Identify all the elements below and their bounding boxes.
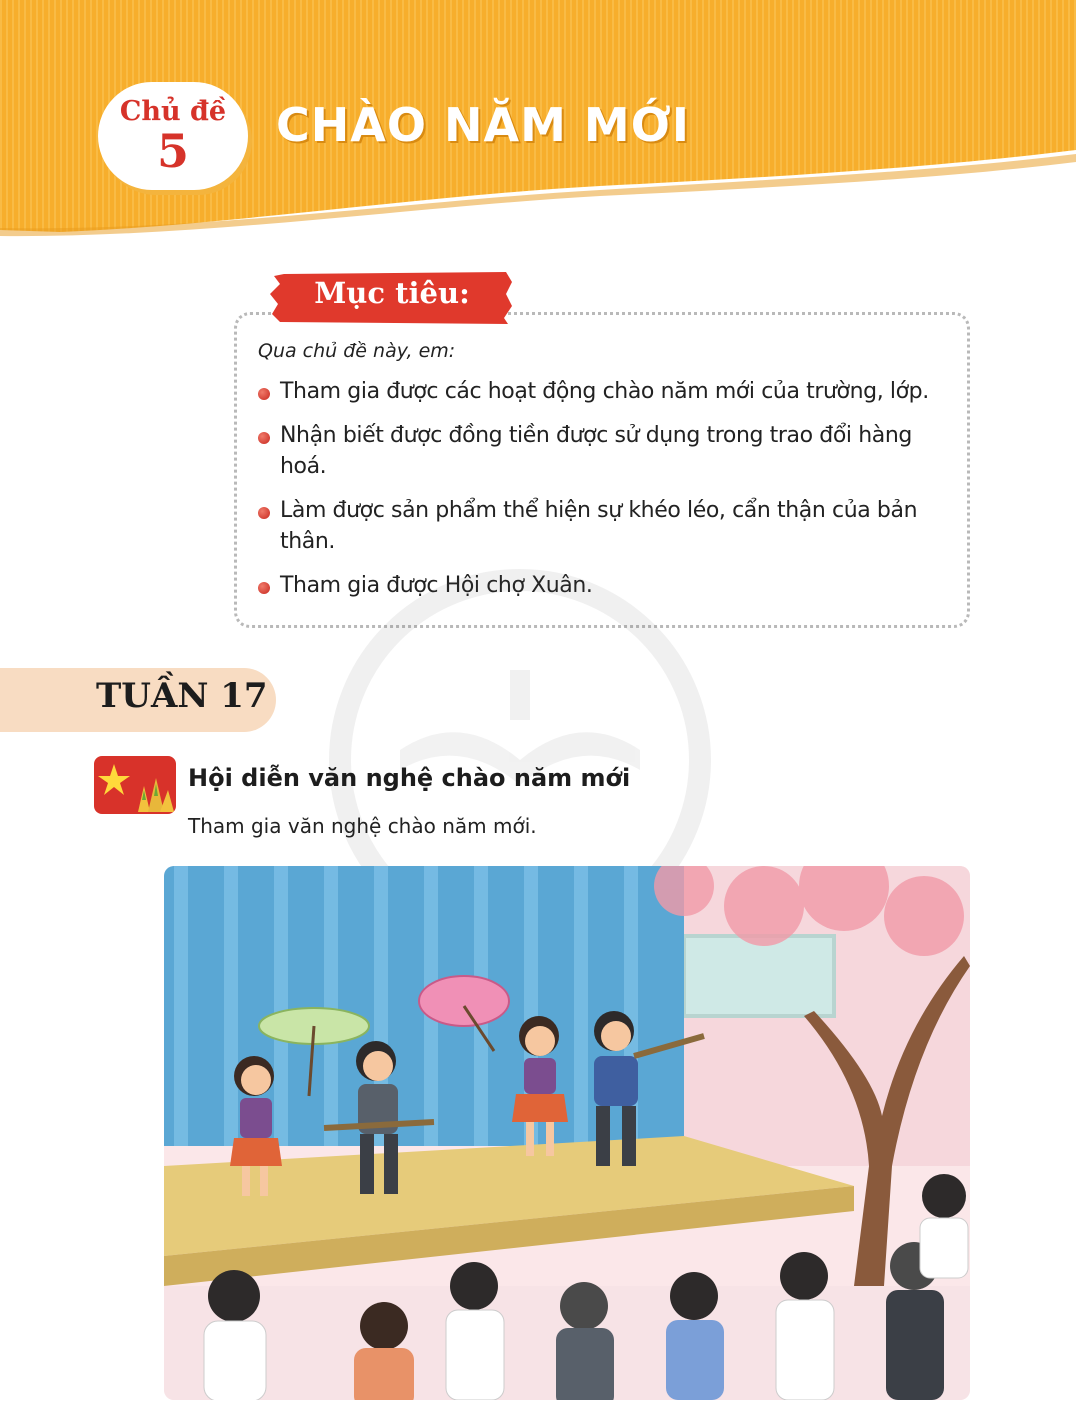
topic-title: CHÀO NĂM MỚI bbox=[276, 98, 690, 152]
goals-list bbox=[258, 376, 948, 614]
topic-badge bbox=[98, 82, 248, 190]
list-item: Nhận biết được đồng tiền được sử dụng trong trao đổi hàng hoá. bbox=[258, 420, 948, 482]
activity-description: Tham gia văn nghệ chào năm mới. bbox=[188, 814, 537, 838]
list-item: Tham gia được các hoạt động chào năm mới của trường, lớp. bbox=[258, 376, 948, 407]
topic-label: Chủ đề bbox=[119, 96, 227, 127]
bullet-icon bbox=[258, 582, 270, 594]
stage-performance-illustration bbox=[164, 866, 970, 1400]
bullet-icon bbox=[258, 388, 270, 400]
bullet-icon bbox=[258, 432, 270, 444]
bullet-icon bbox=[258, 507, 270, 519]
list-item: Tham gia được Hội chợ Xuân. bbox=[258, 570, 948, 601]
activity-title: Hội diễn văn nghệ chào năm mới bbox=[188, 764, 631, 792]
list-item: Làm được sản phẩm thể hiện sự khéo léo, cẩn thận của bản thân. bbox=[258, 495, 948, 557]
goals-intro: Qua chủ đề này, em: bbox=[258, 340, 456, 362]
week-label: TUẦN 17 bbox=[96, 676, 268, 716]
goals-heading: Mục tiêu: bbox=[314, 276, 470, 310]
topic-number: 5 bbox=[156, 124, 189, 178]
flag-star-icon bbox=[94, 756, 176, 814]
